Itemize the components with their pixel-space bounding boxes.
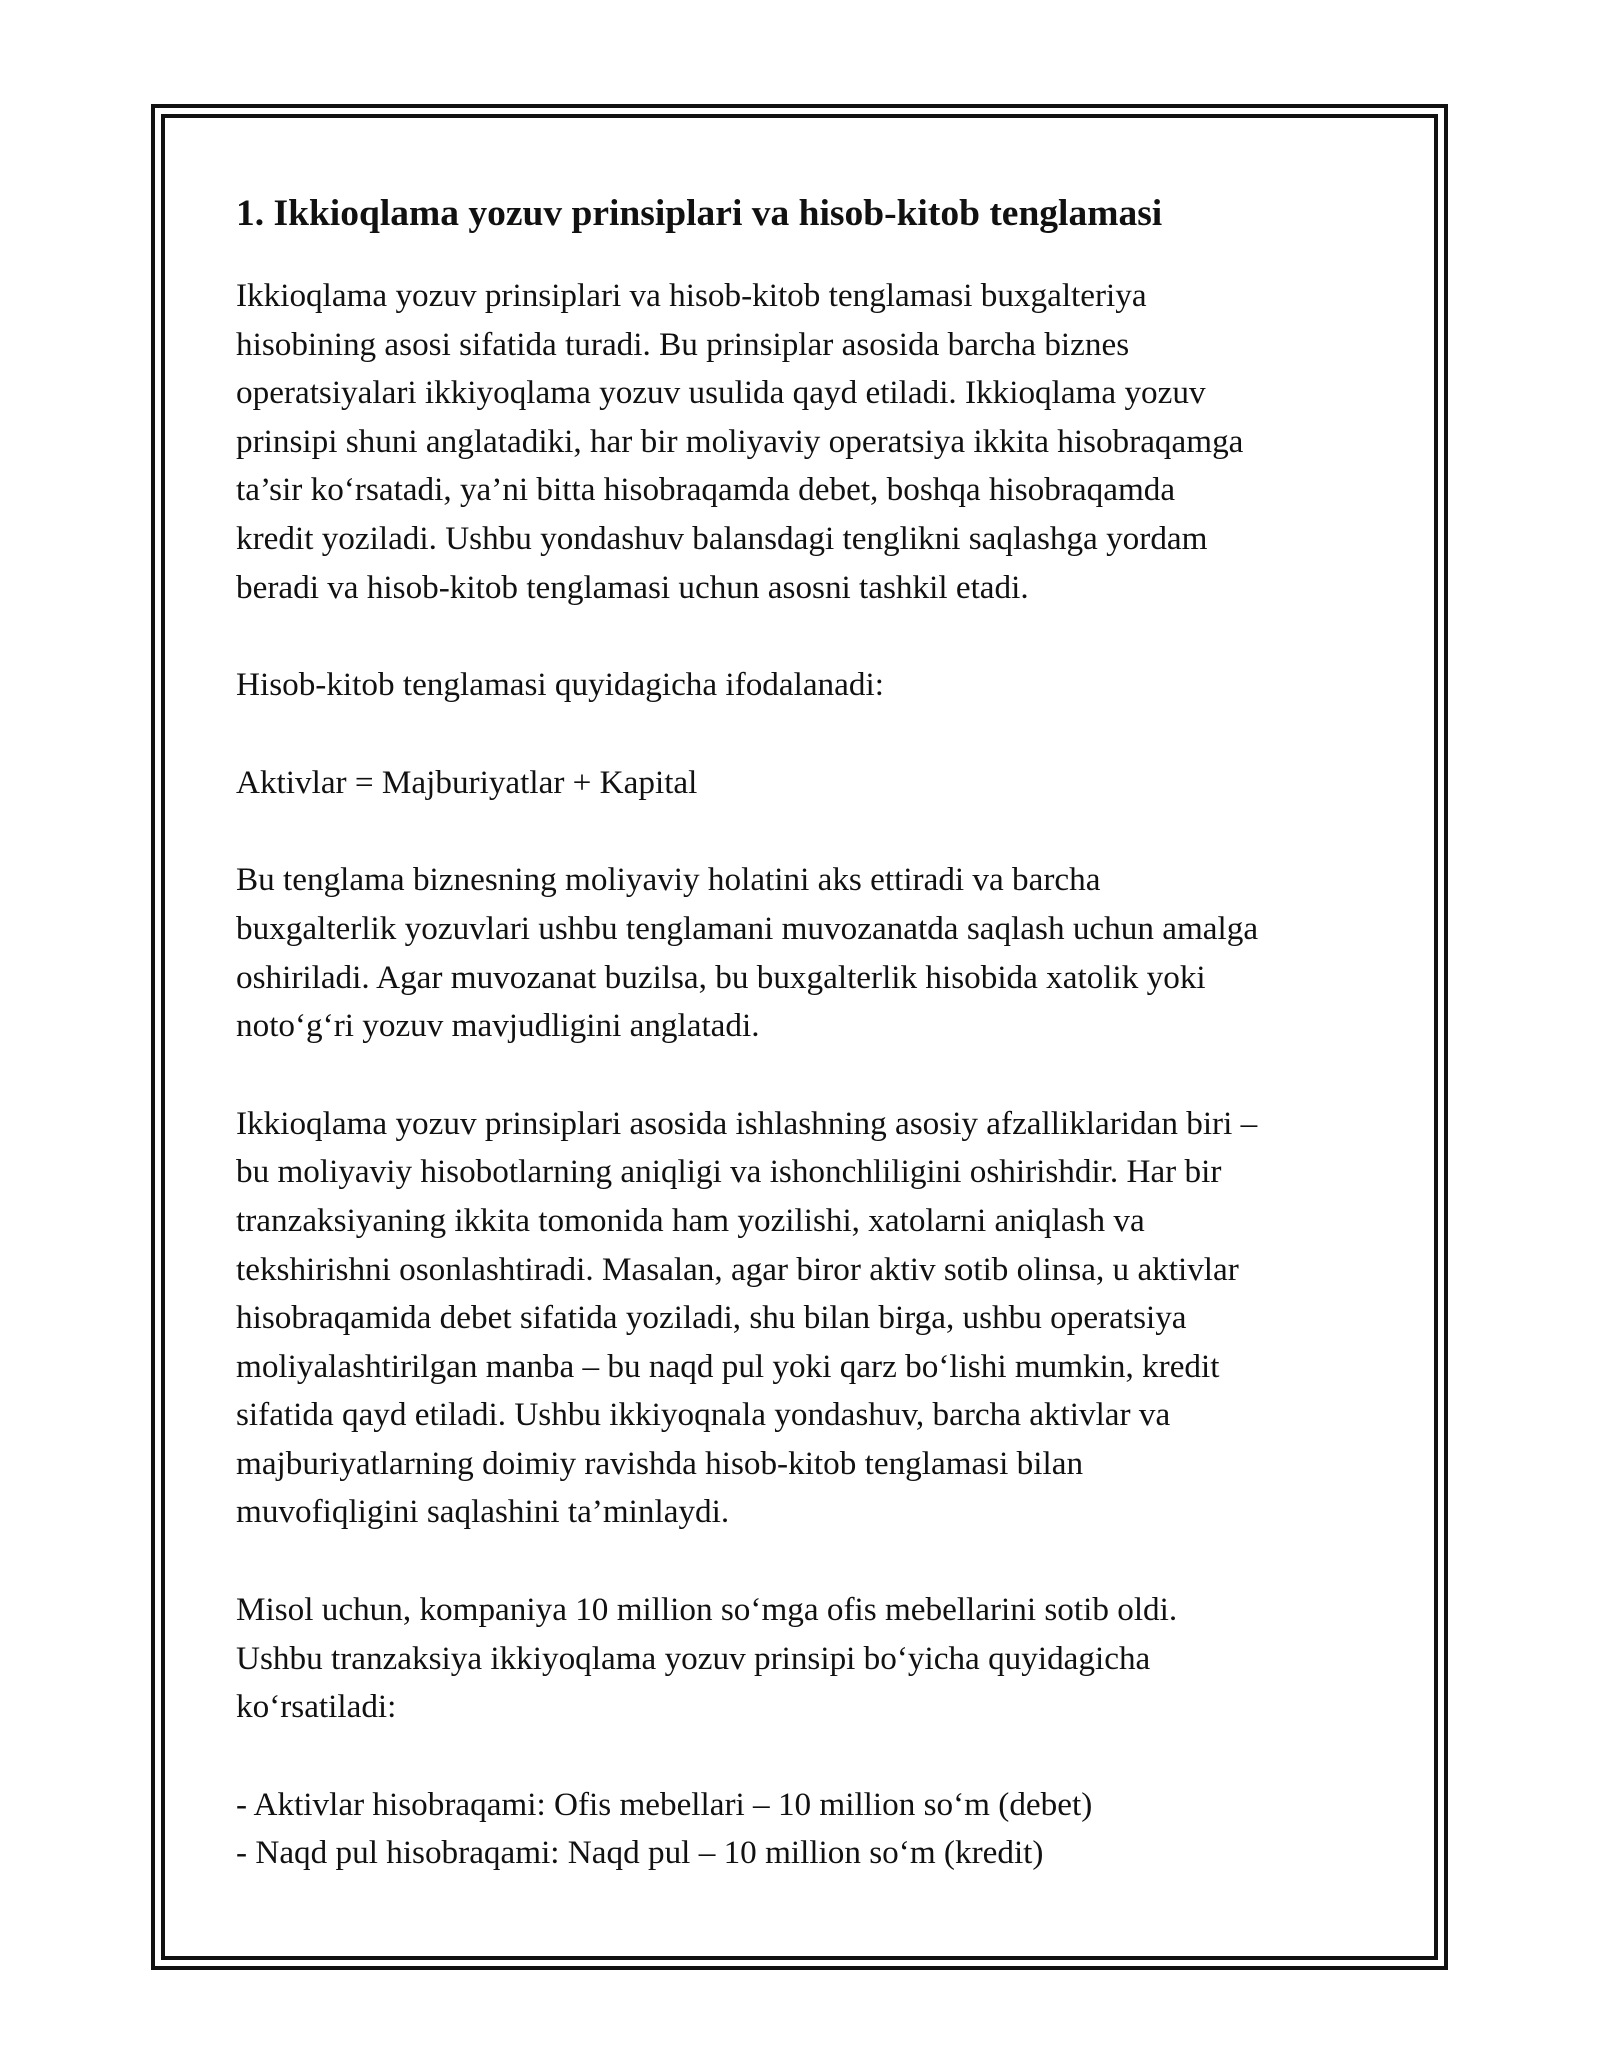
list-item: - Naqd pul hisobraqami: Naqd pul – 10 million so‘m (kredit) [236,1834,1044,1872]
text-line: Ikkioqlama yozuv prinsiplari va hisob-kitob tenglamasi buxgalteriya [236,277,1147,314]
paragraph-balance [236,856,1376,1050]
example-entries-list [236,1781,1376,1878]
list-item: - Aktivlar hisobraqami: Ofis mebellari – 10 million so‘m (debet) [236,1785,1093,1823]
text-line: prinsipi shuni anglatadiki, har bir moliyaviy operatsiya ikkita hisobraqamga [236,422,1244,460]
text-line: sifatida qayd etiladi. Ushbu ikkiyoqnala yondashuv, barcha aktivlar va [236,1396,1171,1434]
text-line: hisobining asosi sifatida turadi. Bu prinsiplar asosida barcha biznes [236,325,1130,363]
text-line: muvofiqligini saqlashini ta’minlaydi. [236,1493,730,1531]
text-line: moliyalashtirilgan manba – bu naqd pul yoki qarz bo‘lishi mumkin, kredit [236,1347,1220,1385]
paragraph-example [236,1586,1376,1732]
text-line: operatsiyalari ikkiyoqlama yozuv usulida qayd etiladi. Ikkioqlama yozuv [236,374,1206,412]
document-body [236,186,1376,1878]
section-heading: 1. Ikkioqlama yozuv prinsiplari va hisob-kitob tenglamasi [236,193,1163,234]
text-line: Ushbu tranzaksiya ikkiyoqlama yozuv prinsipi bo‘yicha quyidagicha [236,1639,1151,1677]
text-line: Hisob-kitob tenglamasi quyidagicha ifodalanadi: [236,666,884,704]
text-line: Misol uchun, kompaniya 10 million so‘mga ofis mebellarini sotib oldi. [236,1591,1178,1629]
text-line: bu moliyaviy hisobotlarning aniqligi va ishonchliligini oshirishdir. Har bir [236,1153,1222,1191]
text-line: Bu tenglama biznesning moliyaviy holatini aks ettiradi va barcha [236,861,1101,899]
text-line: noto‘g‘ri yozuv mavjudligini anglatadi. [236,1007,760,1045]
text-line: hisobraqamida debet sifatida yoziladi, shu bilan birga, ushbu operatsiya [236,1299,1187,1337]
text-line: kredit yoziladi. Ushbu yondashuv balansdagi tenglikni saqlashga yordam [236,519,1208,557]
text-line: majburiyatlarning doimiy ravishda hisob-kitob tenglamasi bilan [236,1444,1084,1482]
text-line: oshiriladi. Agar muvozanat buzilsa, bu buxgalterlik hisobida xatolik yoki [236,958,1206,996]
text-line: Ikkioqlama yozuv prinsiplari asosida ishlashning asosiy afzalliklaridan biri – [236,1104,1258,1142]
text-line: tranzaksiyaning ikkita tomonida ham yozilishi, xatolarni aniqlash va [236,1201,1145,1239]
text-line: Aktivlar = Majburiyatlar + Kapital [236,763,698,801]
text-line: ko‘rsatiladi: [236,1688,397,1726]
text-line: buxgalterlik yozuvlari ushbu tenglamani muvozanatda saqlash uchun amalga [236,909,1259,947]
text-line: beradi va hisob-kitob tenglamasi uchun asosni tashkil etadi. [236,568,1029,606]
text-line: ta’sir ko‘rsatadi, ya’ni bitta hisobraqamda debet, boshqa hisobraqamda [236,471,1176,509]
paragraph-intro [236,272,1376,612]
accounting-equation [236,759,1376,808]
text-line: tekshirishni osonlashtiradi. Masalan, agar biror aktiv sotib olinsa, u aktivlar [236,1250,1239,1288]
paragraph-equation-intro [236,661,1376,710]
paragraph-advantages [236,1100,1376,1537]
